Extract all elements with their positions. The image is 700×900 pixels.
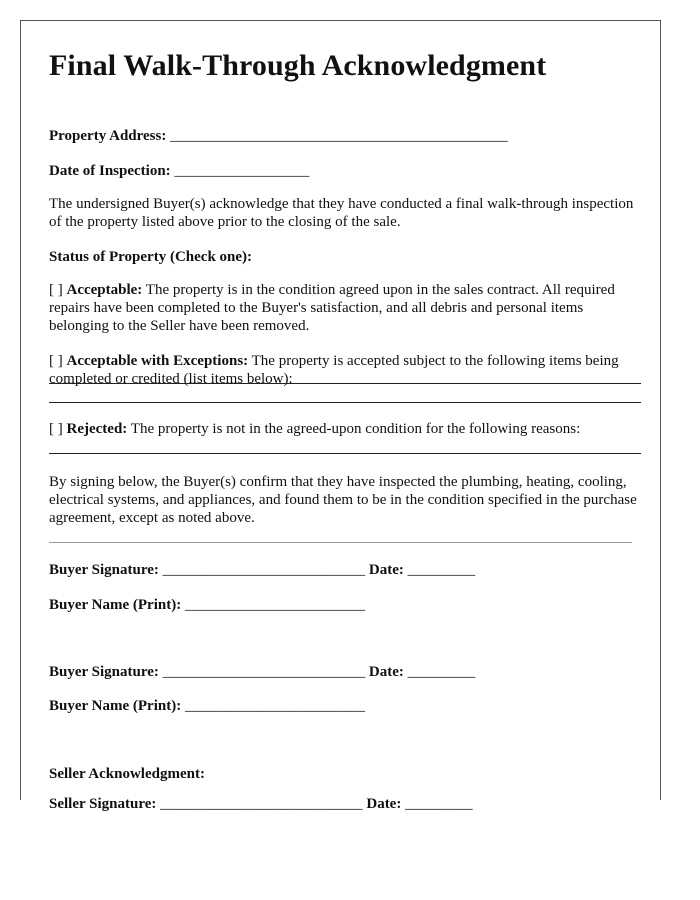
confirmation-paragraph: By signing below, the Buyer(s) confirm that they have inspected the plumbing, heating, cooling, electrical systems, and appliances, and found them to be in the condition specified in the purchase agreement, except as noted above. bbox=[49, 474, 637, 526]
document-page bbox=[20, 20, 661, 812]
buyer2-name-row bbox=[49, 697, 365, 715]
date-blank[interactable]: _________ bbox=[405, 796, 473, 812]
seller-signature-label: Seller Signature: bbox=[49, 796, 157, 812]
rejected-blank-line[interactable] bbox=[49, 453, 641, 454]
option-acceptable bbox=[49, 281, 641, 335]
option-rejected bbox=[49, 420, 641, 438]
seller-signature-row bbox=[49, 795, 473, 813]
checkbox-exceptions[interactable]: [ ] bbox=[49, 353, 63, 369]
date-of-inspection-row bbox=[49, 162, 309, 180]
buyer-signature-blank[interactable]: ___________________________ bbox=[162, 664, 366, 680]
section-divider bbox=[49, 542, 632, 543]
date-label: Date: bbox=[368, 562, 404, 578]
option-rejected-text: The property is not in the agreed-upon condition for the following reasons: bbox=[130, 421, 581, 437]
property-address-blank[interactable]: _____________________________________________ bbox=[170, 128, 508, 144]
document-title: Final Walk-Through Acknowledgment bbox=[49, 49, 547, 82]
buyer-signature-label: Buyer Signature: bbox=[49, 664, 159, 680]
buyer-signature-blank[interactable]: ___________________________ bbox=[162, 562, 366, 578]
status-heading: Status of Property (Check one): bbox=[49, 249, 253, 265]
date-of-inspection-blank[interactable]: __________________ bbox=[174, 163, 310, 179]
date-blank[interactable]: _________ bbox=[407, 664, 476, 680]
buyer-name-label: Buyer Name (Print): bbox=[49, 698, 182, 714]
date-blank[interactable]: _________ bbox=[407, 562, 476, 578]
checkbox-rejected[interactable]: [ ] bbox=[49, 421, 63, 437]
buyer1-name-row bbox=[49, 596, 365, 614]
buyer1-signature-row bbox=[49, 561, 475, 579]
date-label: Date: bbox=[368, 664, 404, 680]
buyer2-signature-row bbox=[49, 663, 475, 681]
option-acceptable-label: Acceptable: bbox=[66, 282, 143, 298]
exceptions-blank-line-2[interactable] bbox=[49, 402, 641, 403]
seller-acknowledgment-heading: Seller Acknowledgment: bbox=[49, 766, 205, 782]
exceptions-blank-line-1[interactable] bbox=[49, 383, 641, 384]
intro-paragraph: The undersigned Buyer(s) acknowledge that they have conducted a final walk-through inspection of the property listed above prior to the closing of the sale. bbox=[49, 196, 634, 230]
buyer-name-blank[interactable]: ________________________ bbox=[184, 698, 365, 714]
option-exceptions-text: The property is accepted subject to the following items being completed or credited (list items below): bbox=[49, 353, 619, 387]
option-rejected-label: Rejected: bbox=[66, 421, 128, 437]
property-address-row bbox=[49, 127, 508, 145]
buyer-name-blank[interactable]: ________________________ bbox=[184, 597, 365, 613]
buyer-signature-label: Buyer Signature: bbox=[49, 562, 159, 578]
option-exceptions-label: Acceptable with Exceptions: bbox=[66, 353, 249, 369]
date-label: Date: bbox=[366, 796, 402, 812]
seller-signature-blank[interactable]: ___________________________ bbox=[160, 796, 363, 812]
property-address-label: Property Address: bbox=[49, 128, 167, 144]
checkbox-acceptable[interactable]: [ ] bbox=[49, 282, 63, 298]
option-acceptable-text: The property is in the condition agreed upon in the sales contract. All required repairs have been completed to the Buyer's satisfaction, and all debris and personal items belonging to the Seller have been removed. bbox=[49, 282, 615, 334]
date-of-inspection-label: Date of Inspection: bbox=[49, 163, 171, 179]
buyer-name-label: Buyer Name (Print): bbox=[49, 597, 182, 613]
